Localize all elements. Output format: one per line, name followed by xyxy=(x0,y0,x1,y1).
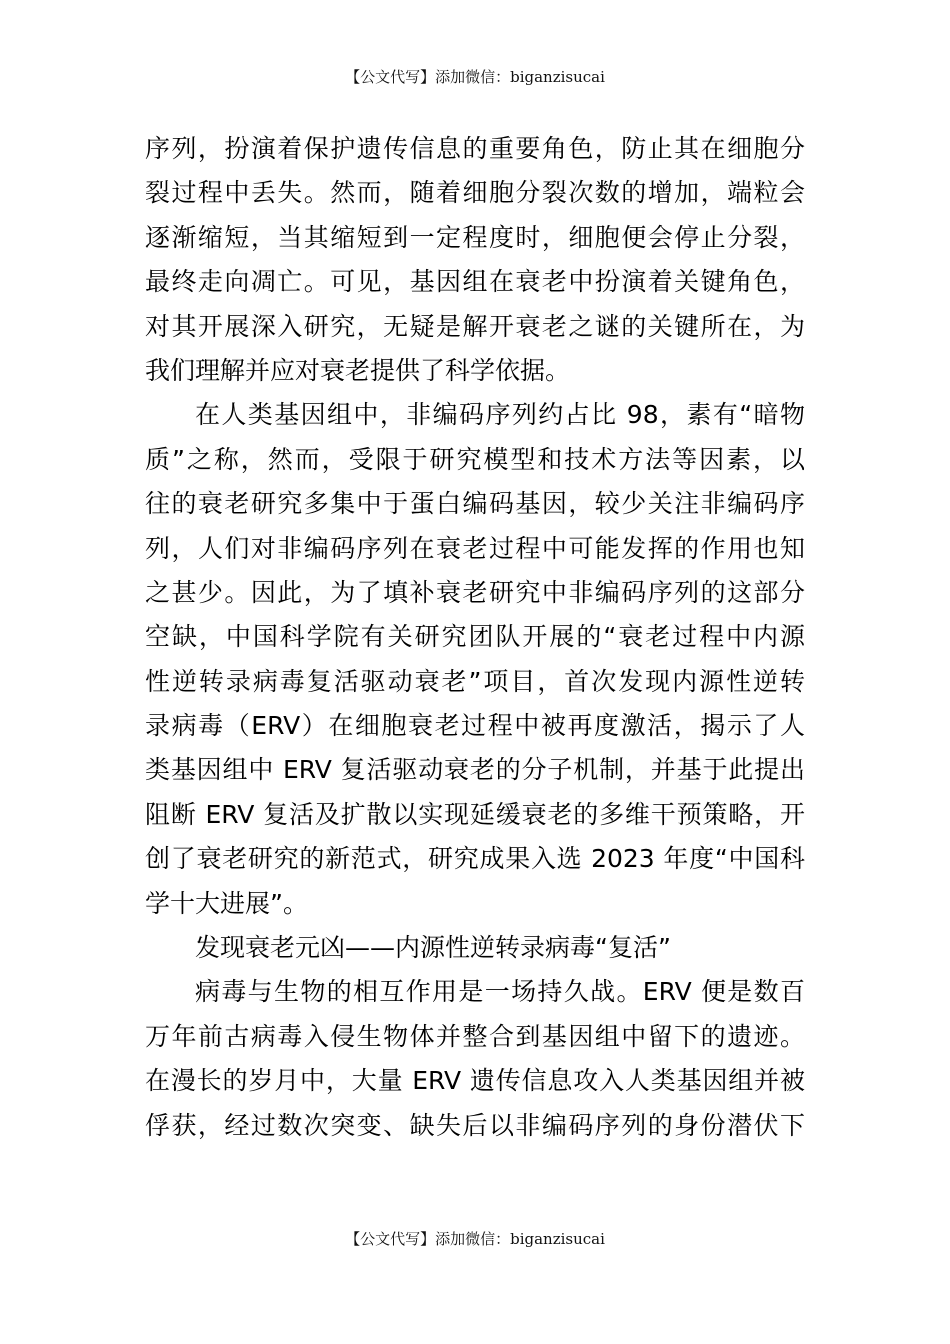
text-line: 最终走向凋亡。可见，基因组在衰老中扮演着关键角色， xyxy=(145,267,805,297)
text-line: 性逆转录病毒复活驱动衰老”项目，首次发现内源性逆转 xyxy=(145,666,805,696)
text-line: 我们理解并应对衰老提供了科学依据。 xyxy=(145,355,571,385)
text-line: 万年前古病毒入侵生物体并整合到基因组中留下的遗迹。 xyxy=(145,1021,805,1051)
text-line: 学十大进展”。 xyxy=(145,888,308,918)
text-line: 俘获，经过数次突变、缺失后以非编码序列的身份潜伏下 xyxy=(145,1110,805,1140)
text-line: 阻断 ERV 复活及扩散以实现延缓衰老的多维干预策略，开 xyxy=(145,799,805,829)
text-line: 类基因组中 ERV 复活驱动衰老的分子机制，并基于此提出 xyxy=(145,755,805,785)
text-line: 病毒与生物的相互作用是一场持久战。ERV 便是数百 xyxy=(195,977,805,1007)
text-line: 在漫长的岁月中，大量 ERV 遗传信息攻入人类基因组并被 xyxy=(145,1066,805,1096)
text-line: 录病毒（ERV）在细胞衰老过程中被再度激活，揭示了人 xyxy=(145,711,805,741)
text-line: 序列，扮演着保护遗传信息的重要角色，防止其在细胞分 xyxy=(145,134,805,163)
section-heading: 发现衰老元凶——内源性逆转录病毒“复活” xyxy=(195,933,671,963)
text-line: 列，人们对非编码序列在衰老过程中可能发挥的作用也知 xyxy=(145,533,805,563)
text-line: 裂过程中丢失。然而，随着细胞分裂次数的增加，端粒会 xyxy=(145,178,805,208)
text-line: 质”之称，然而，受限于研究模型和技术方法等因素，以 xyxy=(145,444,805,474)
text-line: 创了衰老研究的新范式，研究成果入选 2023 年度“中国科 xyxy=(145,844,805,874)
text-line: 之甚少。因此，为了填补衰老研究中非编码序列的这部分 xyxy=(145,577,805,607)
text-line: 空缺，中国科学院有关研究团队开展的“衰老过程中内源 xyxy=(145,622,805,652)
page-header: 【公文代写】添加微信：biganzisucai xyxy=(345,68,605,86)
page-footer: 【公文代写】添加微信：biganzisucai xyxy=(345,1230,605,1248)
text-line: 往的衰老研究多集中于蛋白编码基因，较少关注非编码序 xyxy=(145,489,805,519)
text-line: 对其开展深入研究，无疑是解开衰老之谜的关键所在，为 xyxy=(145,311,805,341)
text-line: 在人类基因组中，非编码序列约占比 98，素有“暗物 xyxy=(195,400,805,430)
document-body xyxy=(145,127,805,1148)
text-line: 逐渐缩短，当其缩短到一定程度时，细胞便会停止分裂， xyxy=(145,222,805,252)
